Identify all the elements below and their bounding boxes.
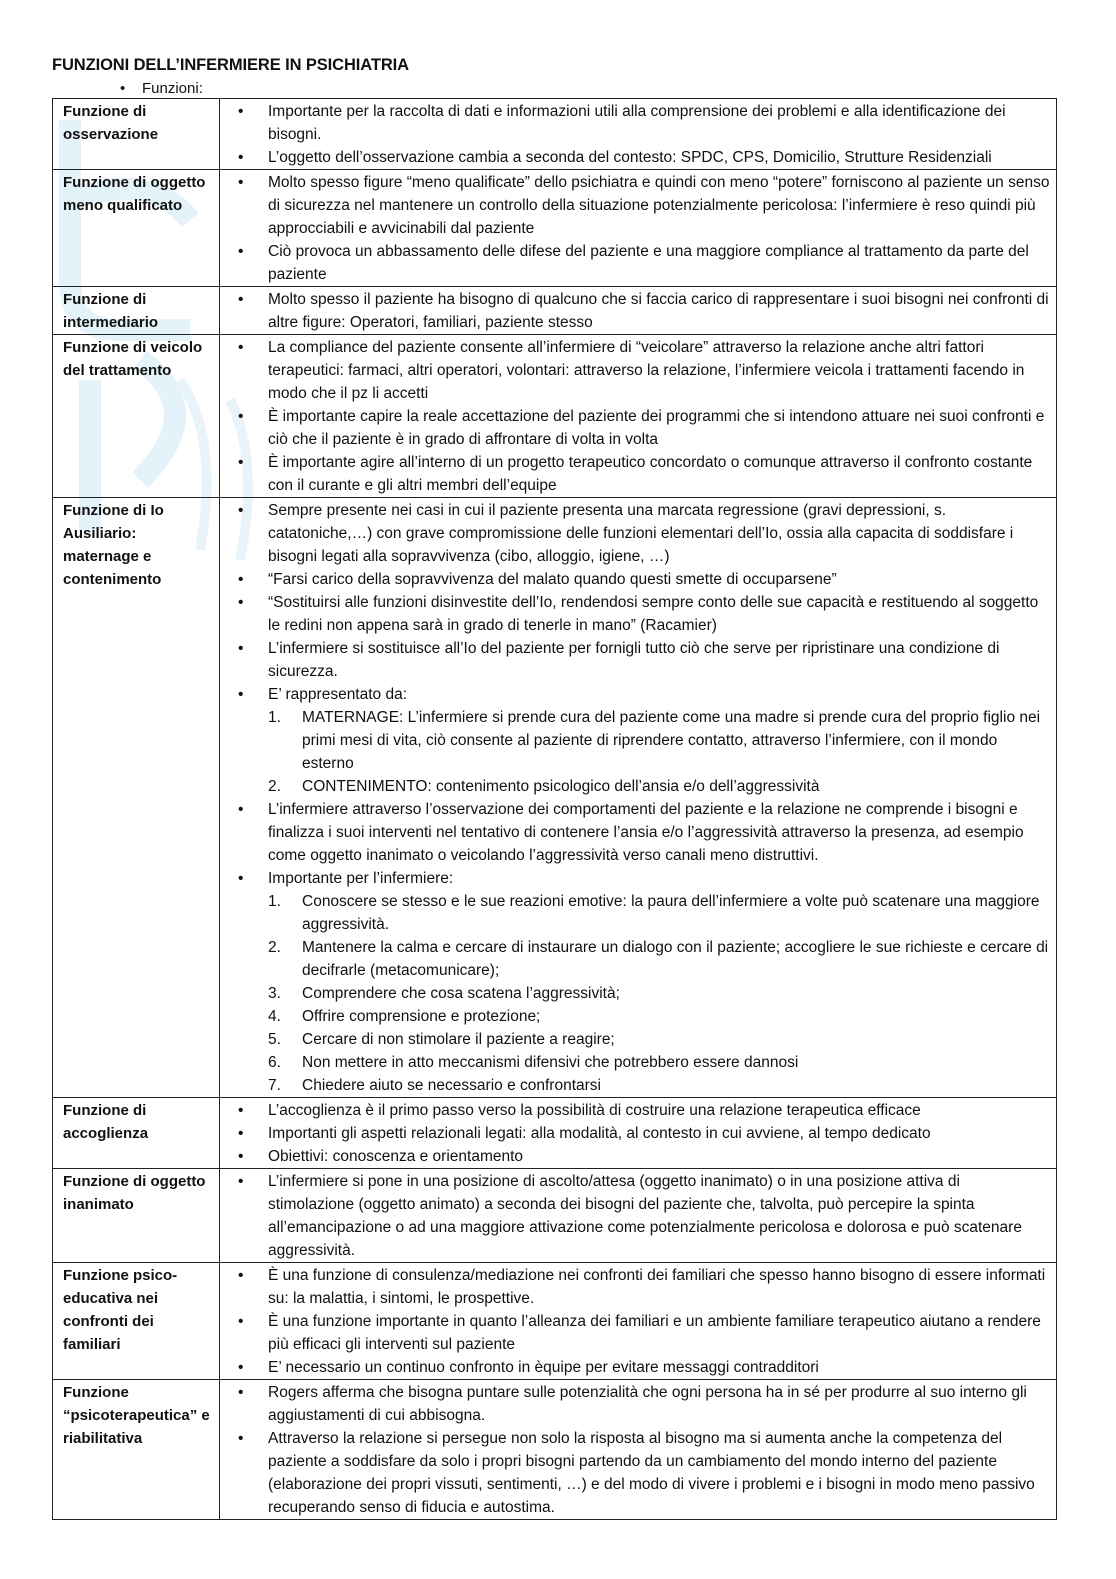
bullet-text: La compliance del paziente consente all’infermiere di “veicolare” attraverso la relazione anche altri fattori terapeutici: farmaci, altri operatori, volontari: attraverso la relazione, l’infermiere veicola i trattamenti facendo in modo che il pz li accetti [268, 339, 1025, 402]
bullet-text: Importanti gli aspetti relazionali legati: alla modalità, al contesto in cui avviene, al tempo dedicato [268, 1125, 931, 1142]
function-label: Funzione di veicolo del trattamento [53, 335, 220, 498]
function-description [220, 498, 1057, 1098]
item-number: 7. [268, 1077, 281, 1094]
bullet-item [230, 405, 1050, 451]
bullet-item [230, 1427, 1050, 1519]
bullet-text: L’infermiere attraverso l’osservazione dei comportamenti del paziente e la relazione ne comprende i bisogni e finalizza i suoi interventi nel tentativo di contenere l’ansia e/o l’aggressività attraverso la presenza, ad esempio come oggetto inanimato o veicolando l’aggressività verso canali meno distruttivi. [268, 801, 1024, 864]
bullet-item [230, 1099, 1050, 1122]
bullet-icon: • [238, 1430, 244, 1447]
item-number: 2. [268, 939, 281, 956]
bullet-icon: • [238, 1267, 244, 1284]
bullet-item [230, 683, 1050, 706]
function-description [220, 170, 1057, 287]
function-description [220, 335, 1057, 498]
item-number: 6. [268, 1054, 281, 1071]
item-number: 1. [268, 893, 281, 910]
bullet-icon: • [238, 291, 244, 308]
bullet-text: E’ rappresentato da: [268, 686, 408, 703]
bullet-icon: • [238, 103, 244, 120]
bullet-text: “Sostituirsi alle funzioni disinvestite dell’Io, rendendosi sempre conto delle sue capacità e restituendo al soggetto le redini non appena sarà in grado di tenerle in mano” (Racamier) [268, 594, 1039, 634]
bullet-item [230, 171, 1050, 240]
bullet-item [230, 568, 1050, 591]
bullet-item [230, 637, 1050, 683]
item-number: 3. [268, 985, 281, 1002]
table-row [53, 170, 1057, 287]
numbered-item [268, 982, 1050, 1005]
bullet-text: Sempre presente nei casi in cui il paziente presenta una marcata regressione (gravi depressioni, s. catatoniche,…) con grave compromissione delle funzioni elementari dell’Io, ossia alla capacita di soddisfare i bisogni legati alla sopravvivenza (cibo, alloggio, igiene, …) [268, 502, 1014, 565]
function-label: Funzione di accoglienza [53, 1098, 220, 1169]
bullet-icon: • [238, 149, 244, 166]
bullet-icon: • [238, 571, 244, 588]
bullet-item [230, 1122, 1050, 1145]
bullet-text: L’accoglienza è il primo passo verso la possibilità di costruire una relazione terapeutica efficace [268, 1102, 921, 1119]
function-description [220, 1380, 1057, 1520]
bullet-text: L’infermiere si sostituisce all’Io del paziente per fornigli tutto ciò che serve per ripristinare una condizione di sicurezza. [268, 640, 1000, 680]
function-description [220, 99, 1057, 170]
table-row [53, 1098, 1057, 1169]
bullet-item [230, 451, 1050, 497]
numbered-item [268, 1074, 1050, 1097]
numbered-item [268, 890, 1050, 936]
bullet-text: Attraverso la relazione si persegue non solo la risposta al bisogno ma si aumenta anche la competenza del paziente a soddisfare da solo i propri bisogni partendo da un cambiamento del mondo interno del paziente (elaborazione dei propri vissuti, sentimenti, …) e del modo di vivere i problemi e i bisogni in modo meno passivo recuperando senso di fiducia e autostima. [268, 1430, 1035, 1516]
bullet-text: L’infermiere si pone in una posizione di ascolto/attesa (oggetto inanimato) o in una posizione attiva di stimolazione (oggetto animato) a seconda dei bisogni del paziente che, talvolta, può percepire la spinta all’emancipazione o ad una maggiore attivazione come potenzialmente pericolosa e dolorosa e può scatenare aggressività. [268, 1173, 1022, 1259]
item-number: 2. [268, 778, 281, 795]
bullet-icon: • [238, 686, 244, 703]
item-number: 4. [268, 1008, 281, 1025]
bullet-item [230, 1310, 1050, 1356]
function-description [220, 287, 1057, 335]
bullet-icon: • [238, 502, 244, 519]
bullet-item [230, 798, 1050, 867]
bullet-icon: • [238, 1384, 244, 1401]
function-label: Funzione di oggetto inanimato [53, 1169, 220, 1263]
table-row [53, 335, 1057, 498]
numbered-item-text: MATERNAGE: L’infermiere si prende cura del paziente come una madre si prende cura del proprio figlio nei primi mesi di vita, ciò consente al paziente di riprendere contatto, attraverso l’infermiere, con il mondo esterno [302, 709, 1041, 772]
bullet-item [230, 1381, 1050, 1427]
bullet-icon: • [238, 408, 244, 425]
function-label: Funzione di oggetto meno qualificato [53, 170, 220, 287]
numbered-item-text: Cercare di non stimolare il paziente a reagire; [302, 1031, 615, 1048]
bullet-text: Molto spesso il paziente ha bisogno di qualcuno che si faccia carico di rappresentare i suoi bisogni nei confronti di altre figure: Operatori, familiari, paziente stesso [268, 291, 1049, 331]
bullet-item [230, 1170, 1050, 1262]
numbered-item-text: Mantenere la calma e cercare di instaurare un dialogo con il paziente; accogliere le sue richieste e cercare di decifrarle (metacomunicare); [302, 939, 1049, 979]
bullet-item [230, 1264, 1050, 1310]
table-row [53, 498, 1057, 1098]
bullet-icon: • [238, 594, 244, 611]
table-row [53, 99, 1057, 170]
bullet-icon: • [238, 1359, 244, 1376]
function-label: Funzione di osservazione [53, 99, 220, 170]
function-label: Funzione psico-educativa nei confronti dei familiari [53, 1263, 220, 1380]
functions-table [52, 98, 1057, 1520]
function-label: Funzione di intermediario [53, 287, 220, 335]
bullet-icon: • [120, 80, 126, 97]
document-page [52, 52, 1057, 1520]
function-description [220, 1098, 1057, 1169]
numbered-item-text: Chiedere aiuto se necessario e confrontarsi [302, 1077, 601, 1094]
bullet-icon: • [238, 640, 244, 657]
bullet-item [230, 240, 1050, 286]
numbered-item [268, 1028, 1050, 1051]
bullet-text: Obiettivi: conoscenza e orientamento [268, 1148, 524, 1165]
numbered-item [268, 706, 1050, 775]
function-label: Funzione “psicoterapeutica” e riabilitativa [53, 1380, 220, 1520]
bullet-icon: • [238, 1125, 244, 1142]
bullet-text: È importante capire la reale accettazione del paziente dei programmi che si intendono attuare nei suoi confronti e ciò che il paziente è in grado di affrontare di volta in volta [268, 408, 1045, 448]
intro-list [120, 79, 1057, 98]
bullet-item [230, 146, 1050, 169]
numbered-item [268, 1051, 1050, 1074]
bullet-icon: • [238, 243, 244, 260]
bullet-item [230, 867, 1050, 890]
bullet-text: L’oggetto dell’osservazione cambia a seconda del contesto: SPDC, CPS, Domicilio, Strutture Residenziali [268, 149, 992, 166]
bullet-text: Importante per l’infermiere: [268, 870, 454, 887]
bullet-icon: • [238, 1173, 244, 1190]
functions-table-body [53, 99, 1057, 1520]
bullet-item [230, 100, 1050, 146]
numbered-item [268, 775, 1050, 798]
bullet-item [230, 288, 1050, 334]
bullet-text: E’ necessario un continuo confronto in èquipe per evitare messaggi contradditori [268, 1359, 819, 1376]
function-label: Funzione di Io Ausiliario: maternage e contenimento [53, 498, 220, 1098]
bullet-icon: • [238, 1102, 244, 1119]
bullet-text: È importante agire all’interno di un progetto terapeutico concordato o comunque attraverso il confronto costante con il curante e gli altri membri dell’equipe [268, 454, 1033, 494]
bullet-item [230, 1356, 1050, 1379]
bullet-icon: • [238, 801, 244, 818]
bullet-item [230, 336, 1050, 405]
page-title: FUNZIONI DELL’INFERMIERE IN PSICHIATRIA [52, 56, 409, 74]
bullet-text: È una funzione importante in quanto l’alleanza dei familiari e un ambiente familiare terapeutico aiutano a rendere più efficaci gli interventi sul paziente [268, 1313, 1041, 1353]
table-row [53, 287, 1057, 335]
bullet-text: Importante per la raccolta di dati e informazioni utili alla comprensione dei problemi e alla identificazione dei bisogni. [268, 103, 1006, 143]
item-number: 5. [268, 1031, 281, 1048]
numbered-item-text: Conoscere se stesso e le sue reazioni emotive: la paura dell’infermiere a volte può scatenare una maggiore aggressività. [302, 893, 1040, 933]
bullet-item [230, 1145, 1050, 1168]
intro-bullet-text: Funzioni: [142, 80, 203, 97]
bullet-icon: • [238, 1148, 244, 1165]
bullet-item [230, 499, 1050, 568]
bullet-icon: • [238, 1313, 244, 1330]
bullet-icon: • [238, 339, 244, 356]
bullet-text: Ciò provoca un abbassamento delle difese del paziente e una maggiore compliance al trattamento da parte del paziente [268, 243, 1029, 283]
item-number: 1. [268, 709, 281, 726]
bullet-text: Rogers afferma che bisogna puntare sulle potenzialità che ogni persona ha in sé per produrre al suo interno gli aggiustamenti di cui abbisogna. [268, 1384, 1027, 1424]
bullet-text: Molto spesso figure “meno qualificate” dello psichiatra e quindi con meno “potere” forniscono al paziente un senso di sicurezza nel mantenere un controllo della situazione potenzialmente pericolosa: l’infermiere è reso quindi più approcciabili e avvicinabili dal paziente [268, 174, 1050, 237]
function-description [220, 1169, 1057, 1263]
bullet-icon: • [238, 870, 244, 887]
table-row [53, 1263, 1057, 1380]
table-row [53, 1380, 1057, 1520]
bullet-item [230, 591, 1050, 637]
numbered-item [268, 1005, 1050, 1028]
bullet-text: “Farsi carico della sopravvivenza del malato quando questi smette di occuparsene” [268, 571, 837, 588]
bullet-icon: • [238, 454, 244, 471]
numbered-item [268, 936, 1050, 982]
numbered-item-text: Non mettere in atto meccanismi difensivi che potrebbero essere dannosi [302, 1054, 799, 1071]
numbered-item-text: CONTENIMENTO: contenimento psicologico dell’ansia e/o dell’aggressività [302, 778, 820, 795]
numbered-item-text: Offrire comprensione e protezione; [302, 1008, 541, 1025]
list-item [120, 79, 1057, 98]
numbered-item-text: Comprendere che cosa scatena l’aggressività; [302, 985, 620, 1002]
function-description [220, 1263, 1057, 1380]
bullet-icon: • [238, 174, 244, 191]
table-row [53, 1169, 1057, 1263]
bullet-text: È una funzione di consulenza/mediazione nei confronti dei familiari che spesso hanno bisogno di essere informati su: la malattia, i sintomi, le prospettive. [268, 1267, 1046, 1307]
